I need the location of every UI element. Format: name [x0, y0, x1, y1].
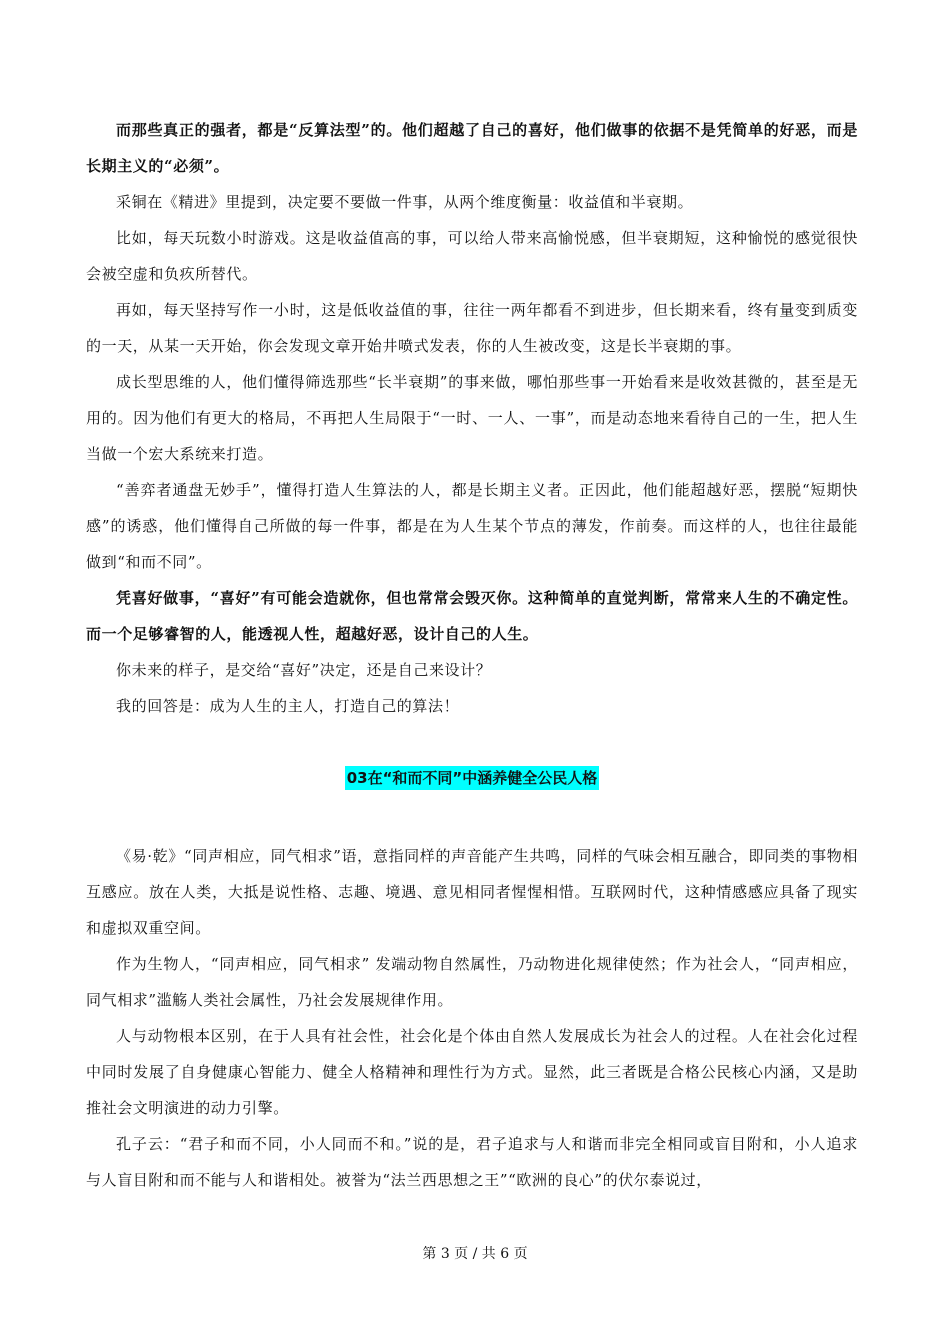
paragraph: 比如，每天玩数小时游戏。这是收益值高的事，可以给人带来高愉悦感，但半衰期短，这种愉悦的感觉很快会被空虚和负疚所替代。 — [86, 229, 858, 283]
paragraph: 人与动物根本区别，在于人具有社会性，社会化是个体由自然人发展成长为社会人的过程。人在社会化过程中同时发展了自身健康心智能力、健全人格精神和理性行为方式。显然，此三者既是合格公民核心内涵，又是助推社会文明演进的动力引擎。 — [86, 1027, 858, 1117]
paragraph: 作为生物人，“同声相应，同气相求” 发端动物自然属性，乃动物进化规律使然；作为社会人，“同声相应，同气相求”滥觞人类社会属性，乃社会发展规律作用。 — [86, 955, 858, 1009]
top-paragraphs — [86, 112, 858, 724]
paragraph: 而那些真正的强者，都是“反算法型”的。他们超越了自己的喜好，他们做事的依据不是凭简单的好恶，而是长期主义的“必须”。 — [86, 121, 858, 175]
paragraph: 成长型思维的人，他们懂得筛选那些“长半衰期”的事来做，哪怕那些事一开始看来是收效甚微的，甚至是无用的。因为他们有更大的格局，不再把人生局限于“一时、一人、一事”，而是动态地来看待自己的一生，把人生当做一个宏大系统来打造。 — [86, 373, 858, 463]
paragraph: “善弈者通盘无妙手”，懂得打造人生算法的人，都是长期主义者。正因此，他们能超越好恶，摆脱“短期快感”的诱惑，他们懂得自己所做的每一件事，都是在为人生某个节点的薄发，作前奏。而这样的人，也往往最能做到“和而不同”。 — [86, 481, 858, 571]
paragraph: 孔子云：“君子和而不同，小人同而不和。”说的是，君子追求与人和谐而非完全相同或盲目附和，小人追求与人盲目附和而不能与人和谐相处。被誉为“法兰西思想之王”“欧洲的良心”的伏尔泰说过， — [86, 1135, 858, 1189]
paragraph: 采铜在《精进》里提到，决定要不要做一件事，从两个维度衡量：收益值和半衰期。 — [116, 193, 694, 211]
paragraph: 我的回答是：成为人生的主人，打造自己的算法！ — [116, 697, 460, 715]
paragraph: 你未来的样子，是交给“喜好”决定，还是自己来设计？ — [116, 661, 492, 679]
page-footer: 第 3 页 / 共 6 页 — [422, 1246, 528, 1262]
page-content — [86, 112, 858, 1198]
paragraph: 《易·乾》“同声相应，同气相求”语，意指同样的声音能产生共鸣，同样的气味会相互融合，即同类的事物相互感应。放在人类，大抵是说性格、志趣、境遇、意见相同者惺惺相惜。互联网时代，这种情感感应具备了现实和虚拟双重空间。 — [86, 847, 858, 937]
paragraph: 再如，每天坚持写作一小时，这是低收益值的事，往往一两年都看不到进步，但长期来看，终有量变到质变的一天，从某一天开始，你会发现文章开始井喷式发表，你的人生被改变，这是长半衰期的事。 — [86, 301, 858, 355]
bottom-paragraphs — [86, 838, 858, 1198]
section-heading-row — [86, 760, 858, 796]
section-heading: 03在“和而不同”中涵养健全公民人格 — [345, 766, 600, 790]
paragraph: 凭喜好做事，“喜好”有可能会造就你，但也常常会毁灭你。这种简单的直觉判断，常常来人生的不确定性。而一个足够睿智的人，能透视人性，超越好恶，设计自己的人生。 — [86, 589, 858, 643]
